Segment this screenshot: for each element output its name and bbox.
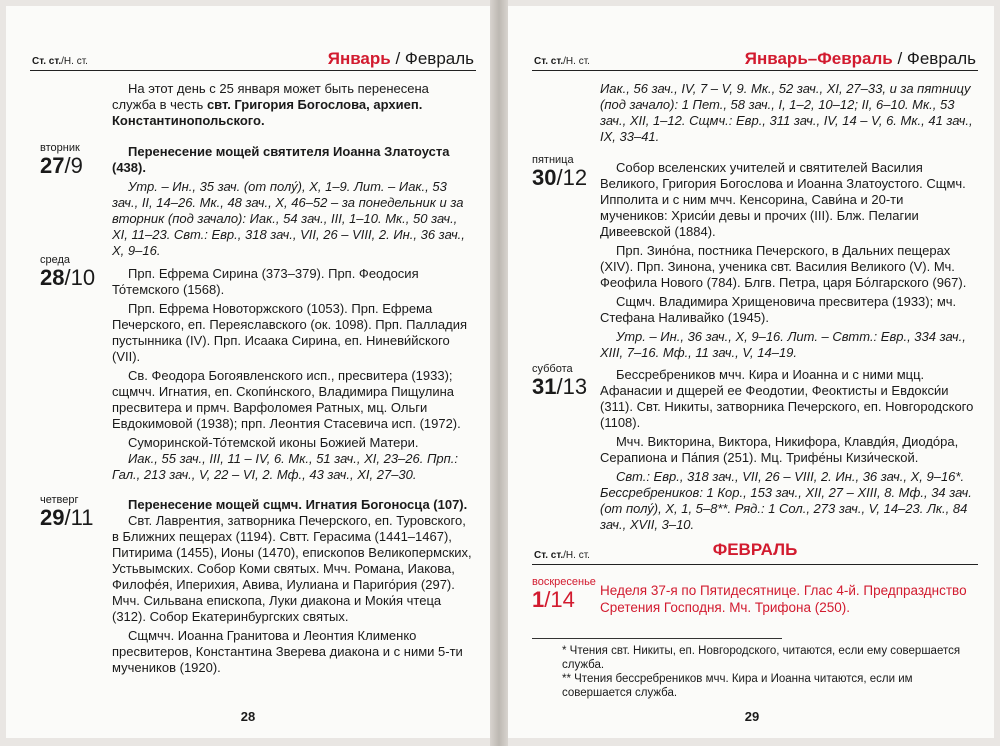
weekday-label: пятница [532,154,574,166]
commemoration: Собор вселенских учителей и святителей Василия Великого, Григория Богослова и Иоанна Златоустого. Сщмч. Ипполита и с ним мчч. Кенсорина, Сави́на и 20-ти мучеников: Хриси́и девы и прочих (III). Блж. Пелагии Дивеевской (1884). [600,160,966,239]
left-intro: На этот день с 25 января может быть перенесена служба в честь свт. Григория Богослова, архиеп. Константинопольского. [112,81,429,128]
right-intro-readings: Иак., 56 зач., IV, 7 – V, 9. Мк., 52 зач., XI, 27–33, и за пятницу (под зачало): 1 Пет., 58 зач., I, 1–2, 10–12; II, 6–10. Мк., 53 зач., XII, 1–12. Сщмч.: Евр., 311 зач., IV, 14 – V, 6. Мк., 41 зач., IX, 33–41. [600,81,973,144]
commemoration: Св. Феодора Богоявленского исп., пресвитера (1933); сщмчч. Игнатия, еп. Скопи́нского, Владимира Пищулина пресвитера и прмч. Варфоломея Ратных, мц. Ольги Евдокимовой (1938); прп. Леонтия Стасевича исп. (1972). [112,368,461,431]
day-27-9 [40,142,83,177]
date-label: 29/11 [40,505,94,530]
feb-header-code: Ст. ст./Н. ст. [534,550,590,561]
weekday-label: вторник [40,142,80,154]
day-29-11 [40,494,93,529]
weekday-label: четверг [40,494,79,506]
day-30-12-text [600,160,974,361]
feast-title: Перенесение мощей сщмч. Игнатия Богоносца (107). [128,497,468,512]
left-page [6,6,490,738]
footnote-rule [532,638,782,639]
page-number: 29 [744,709,760,724]
right-header-code: Ст. ст./Н. ст. [534,56,590,67]
day-31-13-text [600,367,974,533]
left-header-code: Ст. ст./Н. ст. [32,56,88,67]
readings: Свт.: Евр., 318 зач., VII, 26 – VIII, 2. Ин., 36 зач., X, 9–16*. Бессребреников: 1 Кор., 153 зач., XII, 27 – XIII, 8. Мф., 34 зач. (от полу́), X, 1, 5–8**. Ряд.: 1 Сол., 273 зач., V, 14–23. Лк., 84 зач., XVII, 3–10. [600,469,972,532]
right-page [508,6,994,738]
icon-commemoration: Суморинской-То́темской иконы Божией Матери. [128,435,419,450]
date-label: 30/12 [532,165,588,190]
date-label: 28/10 [40,265,96,290]
left-running-header [30,42,476,71]
day-1-14 [532,576,596,611]
day-28-10-text [112,266,476,483]
date-label: 1/14 [532,587,575,612]
day-28-10 [40,254,95,289]
page-number: 28 [240,709,256,724]
readings: Иак., 55 зач., III, 11 – IV, 6. Мк., 51 зач., XI, 23–26. Прп.: Гал., 213 зач., V, 22 – VI, 2. Мф., 43 зач., XI, 27–30. [112,451,459,482]
date-label: 27/9 [40,153,83,178]
day-29-11-text [112,497,476,676]
footnote-1: * Чтения свт. Никиты, еп. Новгородского, читаются, если ему совершается служба. [562,645,961,671]
readings: Утр. – Ин., 36 зач., X, 9–16. Лит. – Свтт.: Евр., 334 зач., XIII, 7–16. Мф., 11 зач., V, 14–19. [600,329,966,360]
commemoration: Бессребреников мчч. Кира и Иоанна и с ними мцц. Афанасии и дщерей ее Феодотии, Феоктисты и Евдокси́и (311). Свт. Никиты, затворника Печерского, еп. Новгородского (1108). [600,367,974,430]
right-header-month: Январь–Февраль / Февраль [744,49,976,68]
day-31-13 [532,363,587,398]
commemoration: Прп. Ефрема Новоторжского (1053). Прп. Ефрема Печерского, еп. Переяславского (ок. 1098). Прп. Палладия пустынника (IV). Прп. Исаака Сирина, еп. Ниневи́йского (VII). [112,301,467,364]
left-header-month: Январь / Февраль [327,49,474,68]
february-section-header [532,542,978,565]
commemoration: Сщмч. Владимира Хрищеновича пресвитера (1933); мч. Стефана Наливайко (1945). [600,294,957,325]
commemoration: Прп. Зино́на, постника Печерского, в Дальних пещерах (XIV). Прп. Зинона, ученика свт. Василия Великого (V). Мч. Феофила Нового (784). Блгв. Петра, царя Бо́лгарского (967). [600,243,967,290]
day-1-14-text [600,582,974,616]
feb-title: ФЕВРАЛЬ [712,540,798,559]
weekday-label: среда [40,254,71,266]
date-label: 31/13 [532,374,588,399]
commemoration: Сщмчч. Иоанна Гранитова и Леонтия Клименко пресвитеров, Константина Зверева диакона и с ними 5-ти мучеников (1920). [112,628,463,675]
sunday-commemoration: Неделя 37-я по Пятидесятнице. Глас 4-й. Предпразднство Сретения Господня. Мч. Трифона (250). [600,583,967,615]
right-running-header [532,42,978,71]
commemoration: Свт. Лаврентия, затворника Печерского, еп. Туровского, в Ближних пещерах (1194). Свтт. Герасима (1441–1467), Питирима (1455), Ионы (1470), епископов Великопермских, Устьвымских. Собор Коми святых. Мчч. Романа, Иакова, Филофе́я, Иперихия, Авива, Иулиана и Париго́рия (297). Мчч. Сильвана епископа, Луки диакона и Моки́я чтеца (312). Собор Екатеринбургских святых. [112,513,472,624]
weekday-label: воскресенье [532,576,596,588]
commemoration: Прп. Ефрема Сирина (373–379). Прп. Феодосия То́темского (1568). [112,266,419,297]
day-27-9-text [112,144,476,259]
footnote-2: ** Чтения бессребреников мчч. Кира и Иоанна читаются, если им совершается служба. [562,673,913,699]
book-gutter [490,0,508,746]
day-30-12 [532,154,587,189]
readings: Утр. – Ин., 35 зач. (от полу́), X, 1–9. Лит. – Иак., 53 зач., II, 14–26. Мк., 48 зач., X, 46–52 – за понедельник и за вторник (под зачало): Иак., 54 зач., III, 1–10. Мк., 50 зач., XI, 11–23. Свт.: Евр., 318 зач., VII, 26 – VIII, 2. Ин., 36 зач., X, 9–16. [112,179,465,258]
weekday-label: суббота [532,363,573,375]
feast-title: Перенесение мощей святителя Иоанна Златоуста (438). [112,144,450,175]
commemoration: Мчч. Викторина, Виктора, Никифора, Клавди́я, Диодо́ра, Серапиона и Па́пия (251). Мц. Трифе́ны Кизи́ческой. [600,434,959,465]
